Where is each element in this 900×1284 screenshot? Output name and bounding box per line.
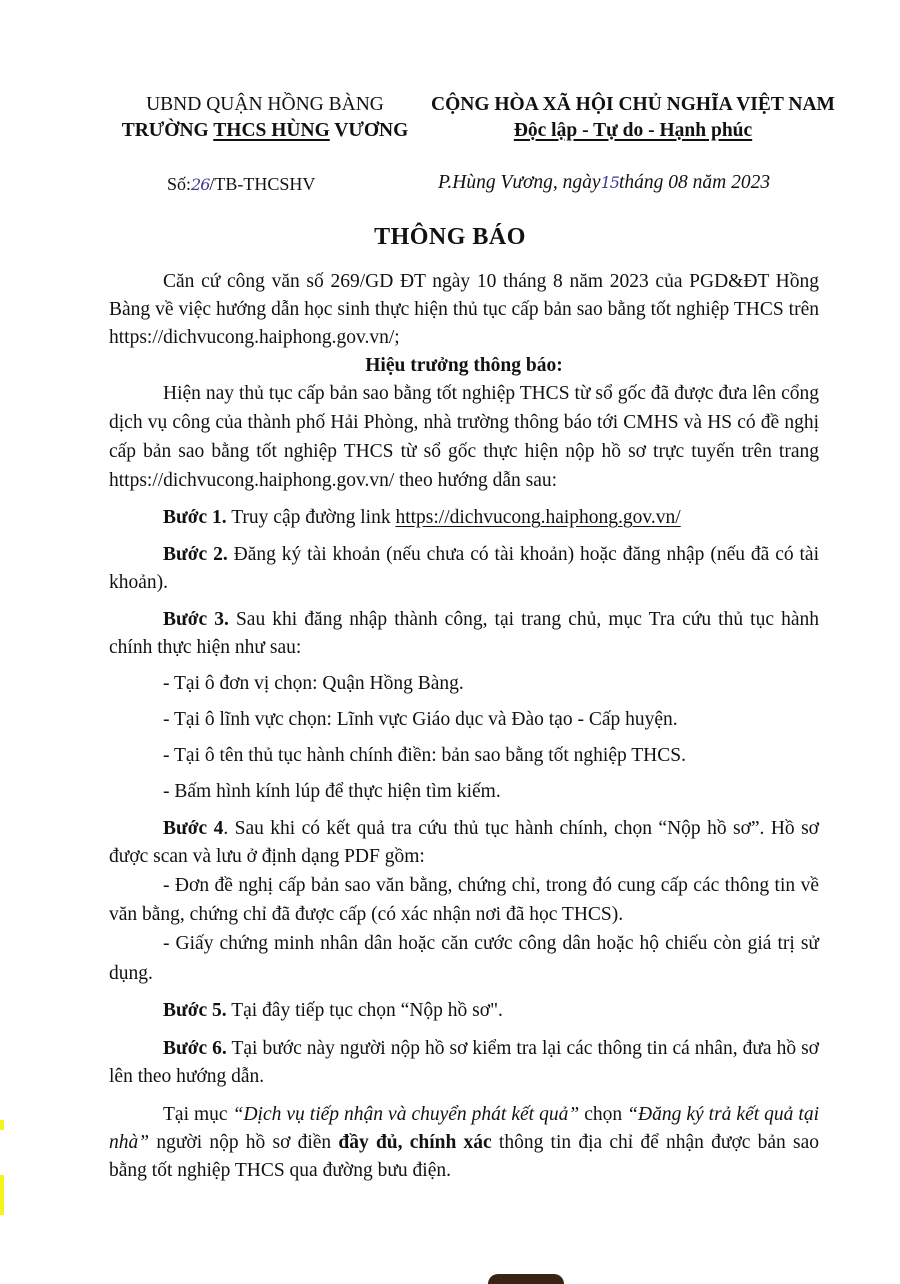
emphasis-complete-accurate: đầy đủ, chính xác (338, 1132, 492, 1153)
announcer-heading: Hiệu trưởng thông báo: (365, 355, 563, 376)
step-3-item: - Bấm hình kính lúp để thực hiện tìm kiếm. (163, 781, 501, 802)
national-motto-header (428, 92, 838, 144)
issuing-authority-header (100, 92, 430, 144)
school-name: TRƯỜNG THCS HÙNG VƯƠNG (121, 120, 409, 141)
stamp-fragment (488, 1274, 564, 1284)
step-2: Bước 2. Đăng ký tài khoản (nếu chưa có tài khoản) hoặc đăng nhập (nếu đã có tài khoản). (109, 544, 819, 593)
step-3-item: - Tại ô lĩnh vực chọn: Lĩnh vực Giáo dục và Đào tạo - Cấp huyện. (163, 709, 678, 730)
place-and-date: P.Hùng Vương, ngày15tháng 08 năm 2023 (438, 172, 771, 193)
handwritten-day: 15 (600, 173, 619, 192)
step-3-item: - Tại ô tên thủ tục hành chính điền: bản sao bằng tốt nghiệp THCS. (163, 745, 686, 766)
step-3: Bước 3. Sau khi đăng nhập thành công, tại trang chủ, mục Tra cứu thủ tục hành chính thực hiện như sau: (109, 609, 819, 658)
step-5: Bước 5. Tại đây tiếp tục chọn “Nộp hồ sơ". (163, 1000, 503, 1021)
closing-paragraph: Tại mục “Dịch vụ tiếp nhận và chuyển phát kết quả” chọn “Đăng ký trả kết quả tại nhà” người nộp hồ sơ điền đầy đủ, chính xác thông tin địa chỉ để nhận được bản sao bằng tốt nghiệp THCS qua đường bưu điện. (109, 1104, 820, 1181)
highlighter-mark (0, 1175, 4, 1215)
portal-link[interactable]: https://dichvucong.haiphong.gov.vn/ (395, 507, 681, 528)
highlighter-mark (0, 1120, 4, 1130)
document-body (109, 268, 819, 1185)
intro-paragraph: Hiện nay thủ tục cấp bản sao bằng tốt nghiệp THCS từ sổ gốc đã được đưa lên cổng dịch vụ công của thành phố Hải Phòng, nhà trường thông báo tới CMHS và HS có đề nghị cấp bản sao bằng tốt nghiệp THCS từ sổ gốc thực hiện nộp hồ sơ trực tuyến trên trang https://dichvucong.haiphong.gov.vn/ theo hướng dẫn sau: (109, 383, 819, 491)
country-name: CỘNG HÒA XÃ HỘI CHỦ NGHĨA VIỆT NAM (431, 94, 835, 115)
step-4: Bước 4. Sau khi có kết quả tra cứu thủ tục hành chính, chọn “Nộp hồ sơ”. Hồ sơ được scan và lưu ở định dạng PDF gồm: (109, 818, 819, 867)
handwritten-number: 26 (191, 175, 210, 194)
step-6: Bước 6. Tại bước này người nộp hồ sơ kiểm tra lại các thông tin cá nhân, đưa hồ sơ lên theo hướng dẫn. (109, 1038, 819, 1087)
district-committee-name: UBND QUẬN HỒNG BÀNG (146, 94, 384, 115)
step-4-item: - Đơn đề nghị cấp bản sao văn bằng, chứng chỉ, trong đó cung cấp các thông tin về văn bằng, chứng chỉ đã được cấp (có xác nhận nơi đã học THCS). (109, 875, 819, 925)
step-1: Bước 1. Truy cập đường link https://dichvucong.haiphong.gov.vn/ (163, 507, 681, 528)
legal-basis-paragraph: Căn cứ công văn số 269/GD ĐT ngày 10 tháng 8 năm 2023 của PGD&ĐT Hồng Bàng về việc hướng dẫn học sinh thực hiện thủ tục cấp bản sao bằng tốt nghiệp THCS trên https://dichvucong.haiphong.gov.vn/; (109, 271, 819, 348)
school-name-underlined: THCS HÙNG (213, 120, 330, 141)
national-motto: Độc lập - Tự do - Hạnh phúc (513, 120, 753, 141)
document-reference-number: Số:26/TB-THCSHV (167, 174, 316, 194)
step-3-item: - Tại ô đơn vị chọn: Quận Hồng Bàng. (163, 673, 464, 694)
document-title: THÔNG BÁO (374, 224, 526, 250)
step-4-item: - Giấy chứng minh nhân dân hoặc căn cước công dân hoặc hộ chiếu còn giá trị sử dụng. (109, 933, 819, 984)
